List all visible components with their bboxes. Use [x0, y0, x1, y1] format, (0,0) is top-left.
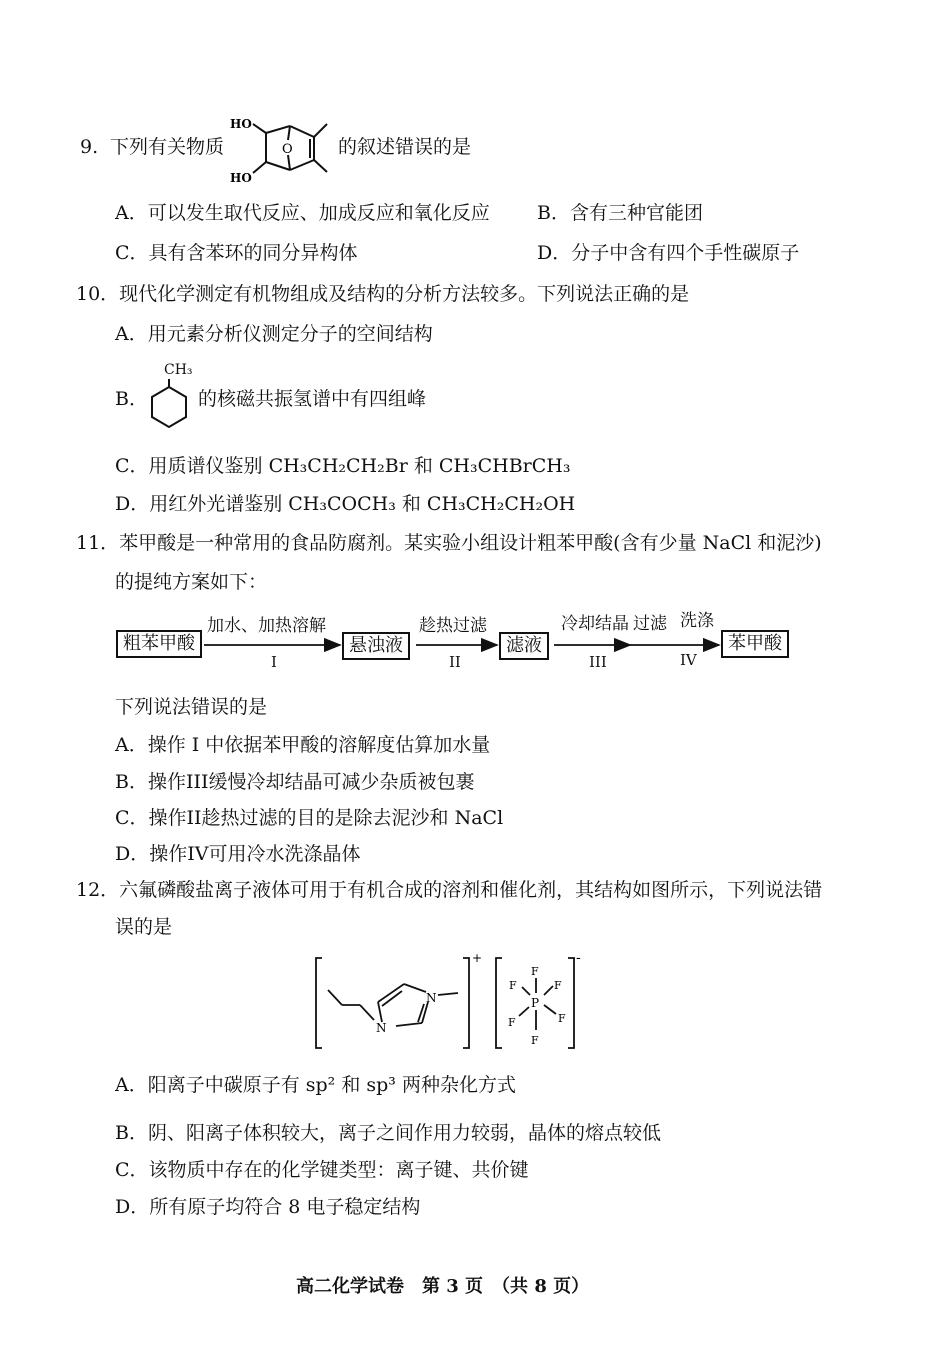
- q12-stem-line1: 12．六氟磷酸盐离子液体可用于有机合成的溶剂和催化剂，其结构如图所示，下列说法错: [76, 879, 823, 901]
- imidazolium-n3: N: [426, 991, 437, 1005]
- flow-step2-numeral: II: [449, 653, 461, 671]
- flow-step1-numeral: I: [271, 653, 277, 671]
- fluorine-lower-right: F: [558, 1012, 566, 1025]
- q12-stem-line2: 误的是: [115, 916, 173, 938]
- q10-stem: 10．现代化学测定有机物组成及结构的分析方法较多。下列说法正确的是: [76, 283, 690, 305]
- q10-option-b-text: 的核磁共振氢谱中有四组峰: [198, 388, 427, 410]
- imidazolium-n1: N: [376, 1021, 387, 1035]
- anion-charge: -: [576, 950, 581, 966]
- q11-option-c: C．操作II趁热过滤的目的是除去泥沙和 NaCl: [115, 807, 504, 829]
- q9-option-c: C．具有含苯环的同分异构体: [115, 242, 358, 264]
- q12-option-b: B．阴、阳离子体积较大，离子之间作用力较弱，晶体的熔点较低: [115, 1122, 661, 1144]
- q11-option-d: D．操作IV可用冷水洗涤晶体: [115, 843, 361, 865]
- q10-option-a: A．用元素分析仪测定分子的空间结构: [115, 323, 433, 345]
- flow-step2-label: 趁热过滤: [419, 616, 487, 636]
- q11-option-a: A．操作 I 中依据苯甲酸的溶解度估算加水量: [115, 734, 491, 756]
- fluorine-lower-left: F: [508, 1016, 516, 1029]
- fluorine-upper-right: F: [554, 979, 562, 992]
- q11-stem-line1: 11．苯甲酸是一种常用的食品防腐剂。某实验小组设计粗苯甲酸(含有少量 NaCl 和泥沙): [76, 532, 822, 554]
- cation-charge: +: [472, 951, 483, 965]
- q9-number: 9.: [80, 136, 99, 158]
- methyl-group-label: CH₃: [164, 362, 193, 378]
- flow-step4-numeral: IV: [680, 651, 697, 669]
- flow-step3-label: 冷却结晶: [561, 614, 629, 634]
- q10-option-c: C．用质谱仪鉴别 CH₃CH₂CH₂Br 和 CH₃CHBrCH₃: [115, 455, 571, 477]
- q11-lead: 下列说法错误的是: [115, 696, 268, 718]
- q9-option-d: D．分子中含有四个手性碳原子: [537, 242, 800, 264]
- flow-box-crude-benzoic-acid: 粗苯甲酸: [116, 630, 202, 658]
- q9-option-b: B．含有三种官能团: [537, 202, 703, 224]
- q12-option-a: A．阳离子中碳原子有 sp² 和 sp³ 两种杂化方式: [115, 1074, 516, 1096]
- q9-stem-prefix: 下列有关物质: [110, 136, 225, 158]
- q9-ho-label-bottom: HO: [230, 171, 252, 185]
- q9-option-a: A．可以发生取代反应、加成反应和氧化反应: [115, 202, 490, 224]
- flow-box-benzoic-acid: 苯甲酸: [721, 630, 789, 658]
- q12-option-d: D．所有原子均符合 8 电子稳定结构: [115, 1196, 421, 1218]
- flow-step3-numeral: III: [589, 653, 607, 671]
- ionic-liquid-structure: [300, 950, 600, 1055]
- page-footer: 高二化学试卷 第 3 页 （共 8 页）: [296, 1276, 590, 1297]
- q9-bridge-oxygen: O: [282, 142, 293, 157]
- q10-option-b-label: B．: [115, 388, 148, 410]
- q10-option-d: D．用红外光谱鉴别 CH₃COCH₃ 和 CH₃CH₂CH₂OH: [115, 493, 576, 515]
- flow-step4-label: 洗涤: [680, 611, 714, 631]
- flow-box-filtrate: 滤液: [499, 632, 549, 660]
- fluorine-top: F: [531, 965, 539, 978]
- flow-step1-label: 加水、加热溶解: [207, 616, 326, 636]
- fluorine-bottom: F: [531, 1034, 539, 1047]
- flow-box-suspension: 悬浊液: [342, 632, 410, 660]
- phosphorus-atom: P: [531, 996, 540, 1010]
- q9-ho-label-top: HO: [230, 117, 252, 131]
- flow-step3b-label: 过滤: [633, 614, 667, 634]
- fluorine-upper-left: F: [509, 979, 517, 992]
- q11-stem-line2: 的提纯方案如下：: [115, 571, 268, 593]
- q9-stem-suffix: 的叙述错误的是: [338, 136, 472, 158]
- q11-option-b: B．操作III缓慢冷却结晶可减少杂质被包裹: [115, 771, 475, 793]
- q12-option-c: C．该物质中存在的化学键类型：离子键、共价键: [115, 1159, 529, 1181]
